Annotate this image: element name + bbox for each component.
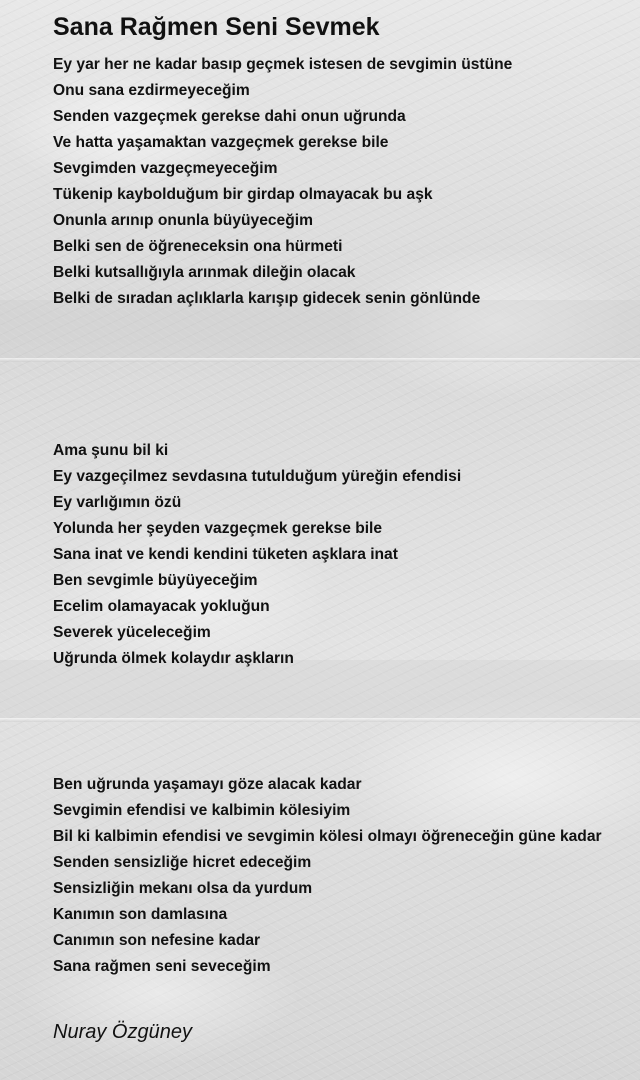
poem-line: Onunla arınıp onunla büyüyeceğim: [53, 212, 313, 229]
poem-line: Kanımın son damlasına: [53, 906, 228, 923]
poem-line: Bil ki kalbimin efendisi ve sevgimin kölesi olmayı öğreneceğin güne kadar: [53, 828, 602, 845]
poem-line: Sana inat ve kendi kendini tüketen aşklara inat: [53, 546, 398, 563]
poem-line: Ama şunu bil ki: [53, 442, 169, 459]
poem-line: Ey yar her ne kadar basıp geçmek istesen de sevgimin üstüne: [53, 56, 513, 73]
poem-line: Ey vazgeçilmez sevdasına tutulduğum yüreğin efendisi: [53, 468, 462, 485]
poem-line: Belki sen de öğreneceksin ona hürmeti: [53, 238, 343, 255]
poem-line: Sana rağmen seni seveceğim: [53, 958, 271, 975]
poem-line: Ben uğrunda yaşamayı göze alacak kadar: [53, 776, 362, 793]
poem-line: Ecelim olamayacak yokluğun: [53, 598, 270, 615]
poem-line: Uğrunda ölmek kolaydır aşkların: [53, 650, 294, 667]
poem-line: Onu sana ezdirmeyeceğim: [53, 82, 250, 99]
section-divider: [0, 358, 640, 362]
poem-line: Ben sevgimle büyüyeceğim: [53, 572, 258, 589]
poem-line: Senden vazgeçmek gerekse dahi onun uğrunda: [53, 108, 406, 125]
poem-author: Nuray Özgüney: [53, 1021, 192, 1043]
poem-line: Senden sensizliğe hicret edeceğim: [53, 854, 312, 871]
poem-line: Yolunda her şeyden vazgeçmek gerekse bile: [53, 520, 383, 537]
poem-line: Tükenip kaybolduğum bir girdap olmayacak bu aşk: [53, 186, 433, 203]
poem-line: Ey varlığımın özü: [53, 494, 182, 511]
poem-line: Sevgimden vazgeçmeyeceğim: [53, 160, 278, 177]
stanza: [53, 772, 602, 980]
section-divider: [0, 718, 640, 722]
poem-title: Sana Rağmen Seni Sevmek: [53, 13, 380, 41]
poem-line: Belki kutsallığıyla arınmak dileğin olacak: [53, 264, 356, 281]
poem-line: Severek yüceleceğim: [53, 624, 211, 641]
poem-line: Ve hatta yaşamaktan vazgeçmek gerekse bile: [53, 134, 389, 151]
stanza: [53, 438, 461, 672]
poem-line: Canımın son nefesine kadar: [53, 932, 261, 949]
stanza: [53, 52, 512, 312]
poem-line: Sevgimin efendisi ve kalbimin kölesiyim: [53, 802, 351, 819]
poem-line: Belki de sıradan açlıklarla karışıp gidecek senin gönlünde: [53, 290, 481, 307]
poem-line: Sensizliğin mekanı olsa da yurdum: [53, 880, 313, 897]
